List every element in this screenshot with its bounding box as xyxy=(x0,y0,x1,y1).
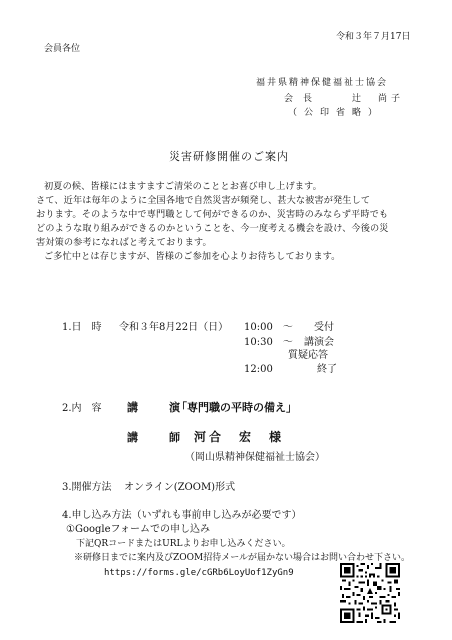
sender-role: 会長 xyxy=(284,94,323,104)
schedule-time: 10:30 ～ xyxy=(244,337,293,348)
speaker-label: 講 師 xyxy=(127,431,183,444)
schedule-date: 令和３年8月22日（日） xyxy=(119,322,229,333)
apply-label: 4.申し込み方法（いずれも事前申し込みが必要です） xyxy=(62,510,302,521)
schedule-item: 講演会 xyxy=(304,337,334,348)
method-value: オンライン(ZOOM)形式 xyxy=(124,482,236,493)
intro-line: 初夏の候、皆様にはますますご清栄のこととお喜び申し上げます。 xyxy=(44,181,322,192)
content-label: 2.内 容 xyxy=(62,403,102,414)
document-title: 災害研修開催のご案内 xyxy=(169,150,289,163)
sender-organization: 福井県精神保健福祉士協会 xyxy=(256,78,389,88)
schedule-time: 12:00 xyxy=(244,364,273,375)
schedule-item: 終了 xyxy=(317,364,337,375)
addressee: 会員各位 xyxy=(44,44,81,54)
schedule-item: 質疑応答 xyxy=(288,350,328,361)
intro-line: おります。そのような中で専門職として何ができるのか、災害時のみならず平時でも xyxy=(36,209,389,220)
speaker-affiliation: （岡山県精神保健福祉士協会） xyxy=(185,452,325,463)
intro-line: 害対策の参考になればと考えております。 xyxy=(36,237,212,248)
seal-note: （公印省略） xyxy=(288,108,385,118)
intro-line: どのような取り組みができるのかということを、今一度考える機会を設け、今後の災 xyxy=(36,223,389,234)
qr-code-icon[interactable] xyxy=(340,563,400,623)
apply-url[interactable]: https://forms.gle/cGRb6LoyUof1ZyGn9 xyxy=(104,568,294,578)
lecture-label: 講 演 xyxy=(127,401,183,414)
schedule-label: 1.日 時 xyxy=(62,322,102,333)
apply-note: ※研修日までに案内及びZOOM招待メールが届かない場合はお問い合わせ下さい。 xyxy=(74,553,411,563)
schedule-time: 10:00 ～ xyxy=(244,322,293,333)
method-label: 3.開催方法 xyxy=(62,482,112,493)
document-date: 令和３年７月17日 xyxy=(336,32,411,42)
schedule-item: 受付 xyxy=(314,322,334,333)
intro-line: さて、近年は毎年のように全国各地で自然災害が頻発し、甚大な被害が発生して xyxy=(36,195,371,206)
lecture-title: 「専門職の平時の備え」 xyxy=(176,401,297,414)
intro-line: ご多忙中とは存じますが、皆様のご参加を心よりお待ちしております。 xyxy=(44,251,341,262)
sender-name: 辻 尚子 xyxy=(352,94,405,104)
apply-option-google-form: ①Googleフォームでの申し込み xyxy=(66,524,211,535)
apply-instruction: 下記QRコードまたはURLよりお申し込みください。 xyxy=(76,539,291,549)
speaker-name: 河合 宏 様 xyxy=(194,430,285,444)
